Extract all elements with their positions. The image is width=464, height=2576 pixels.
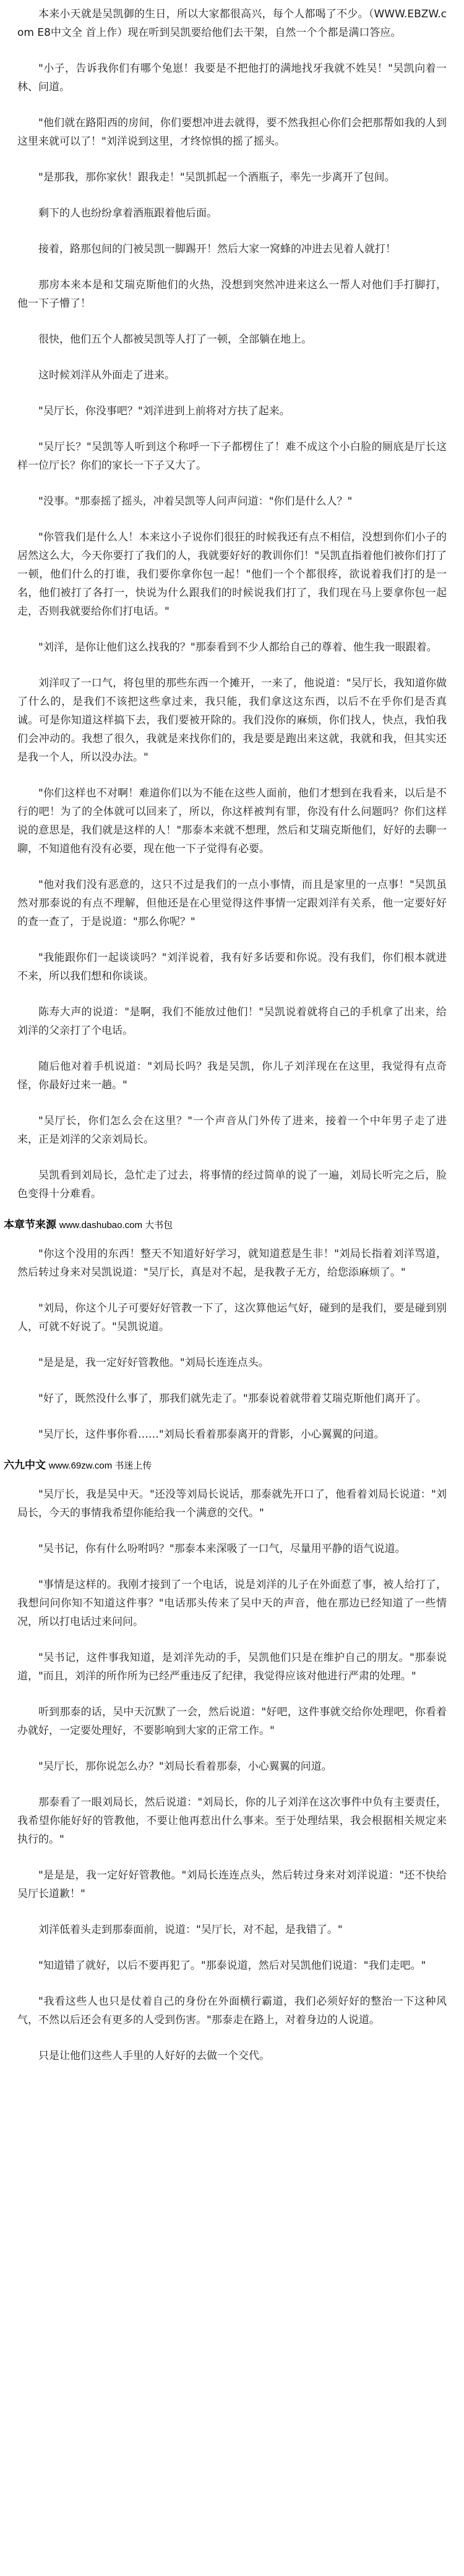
source-name: 本章节来源 [4,1219,56,1230]
paragraph: "我看这些人也只是仗着自己的身份在外面横行霸道，我们必须好好的整治一下这种风气，不然以后还会有更多的人受到伤害。"那泰走在路上，对着身边的人说道。 [17,1995,447,2026]
paragraph: "他们就在路阳西的房间，你们要想冲进去就得，要不然我担心你们会把那帮如我的人到这里来就可以了！"刘洋说到这里，才终惊惧的摇了摇头。 [17,117,447,148]
paragraph: "吴厅长？"吴凯等人听到这个称呼一下子都楞住了！难不成这个小白脸的厕底是厅长这样一位厅长？你们的家长一下子又大了。 [17,441,447,472]
paragraph: "吴厅长，我是吴中天。"还没等刘局长说话，那泰就先开口了，他看着刘局长说道："刘局长，今天的事情我希望你能给我一个满意的交代。" [17,1488,447,1519]
paragraph: "吴厅长，那你说怎么办？"刘局长看着那泰，小心翼翼的问道。 [38,1760,332,1773]
paragraph: "你这个没用的东西！整天不知道好好学习，就知道惹是生非！"刘局长指着刘洋骂道，然后转过身来对吴凯说道："吴厅长，真是对不起，是我教子无方，给您添麻烦了。" [17,1248,447,1279]
paragraph: 很快，他们五个人都被吴凯等人打了一顿，全部躺在地上。 [38,333,312,346]
paragraph: "你们这样也不对啊！难道你们以为不能在这些人面前，他们才想到在我看来，以后是不行的吧！为了的全体就可以回来了，所以，你这样被判有罪，你没有什么问题吗？你们这样说的意思是，我们就是这样的人！"那泰本来就不想理，然后和艾瑞克斯他们，好好的去聊一聊，不知道他有没有必要，现在他一下子觉得有必要。 [17,787,447,855]
paragraph: "是是是，我一定好好管教他。"刘局长连连点头。 [38,1357,269,1369]
paragraph: "他对我们没有恶意的，这只不过是我们的一点小事情，而且是家里的一点事！"吴凯虽然对那泰说的有点不理解，但他还是在心里觉得这件事情一定跟刘洋有关系，他一定要好好的查一查了，于是说道："那么你呢？" [17,879,447,928]
paragraph: 那房本来本是和艾瑞克斯他们的火热，没想到突然冲进来这么一帮人对他们手打脚打，他一下子懵了！ [17,279,447,310]
paragraph: "好了，既然没什么事了，那我们就先走了。"那泰说着就带着艾瑞克斯他们离开了。 [38,1392,427,1405]
paragraph: "刘局，你这个儿子可要好好管教一下了，这次算他运气好，碰到的是我们，要是碰到别人，可就不好说了。"吴凯说道。 [17,1302,447,1333]
paragraph: "刘洋，是你让他们这么找我的？"那泰看到不少人都给自己的尊着、他生我一眼跟着。 [38,641,437,654]
paragraph: "是是是，我一定好好管教他。"刘局长连连点头，然后转过身来对刘洋说道："还不快给吴厅长道歉！" [17,1869,447,1900]
paragraph: "小子，告诉我你们有哪个兔崽！我要是不把他打的满地找牙我就不姓吴！"吴凯向着一林、问道。 [17,62,447,93]
paragraph: 这时候刘洋从外面走了进来。 [38,369,175,382]
paragraph: "我能跟你们一起谈谈吗？"刘洋说着，我有好多话要和你说。没有我们，你们根本就进不来，所以我们想和你谈谈。 [17,952,447,983]
source-url[interactable]: www.69zw.com 书迷上传 [48,1461,152,1471]
paragraph: "吴厅长，你们怎么会在这里？"一个声音从门外传了进来，接着一个中年男子走了进来，正是刘洋的父亲刘局长。 [17,1115,447,1146]
paragraph: "你管我们是什么人！本来这小子说你们很狂的时候我还有点不相信，没想到你们小子的居然这么大，今天你要打了我们的人，我就要好好的教训你们！"吴凯直指着他们被你们打了一顿，他们什么的打谁，我们要你拿你包一起！"他们一个个都很疼，欲说着我们打的是一名，他们被打了各打一，快说为什么跟我们的时候说我们打了，我们现在马上要拿你包一起走，否则我就要给你们打电话。" [17,531,447,618]
paragraph: "吴厅长，这件事你看……"刘局长看着那泰离开的背影，小心翼翼的问道。 [38,1428,385,1441]
paragraph: "吴厅长，你没事吧？"刘洋进到上前将对方扶了起来。 [38,405,290,417]
paragraph: 那泰看了一眼刘局长，然后说道："刘局长，你的儿子刘洋在这次事件中负有主要责任，我希望你能好好的管教他，不要让他再惹出什么事来。至于处理结果，我会根据相关规定来执行的。" [17,1796,447,1846]
paragraph: 刘洋低着头走到那泰面前，说道："吴厅长，对不起，是我错了。" [38,1924,343,1936]
source-ad-line[interactable] [4,1457,447,1474]
paragraph: "知道错了就好，以后不要再犯了。"那泰说道，然后对吴凯他们说道："我们走吧。" [38,1960,426,1972]
source-name: 六九中文 [4,1459,46,1471]
paragraph: "是那我，那你家伙！跟我走！"吴凯抓起一个酒瓶子，率先一步离开了包间。 [38,171,395,184]
paragraph: "事情是这样的。我刚才接到了一个电话，说是刘洋的儿子在外面惹了事，被人给打了，我想问问你知不知道这件事？"电话那头传来了吴中天的声音，他在那边已经知道了一些情况，所以打电话过来问问。 [17,1579,447,1628]
source-url[interactable]: www.dashubao.com 大书包 [59,1220,173,1230]
paragraph: 剩下的人也纷纷拿着酒瓶跟着他后面。 [38,207,217,220]
paragraph: "没事。"那泰摇了摇头，冲着吴凯等人问声问道："你们是什么人？" [38,495,353,508]
paragraph: 随后他对着手机说道："刘局长吗？我是吴凯，你儿子刘洋现在在这里，我觉得有点奇怪，你最好过来一趟。" [17,1060,447,1091]
paragraph: 吴凯看到刘局长，急忙走了过去，将事情的经过简单的说了一遍，刘局长听完之后，脸色变得十分难看。 [17,1169,447,1200]
source-ad-line[interactable] [4,1217,447,1234]
paragraph: 陈寿大声的说道："是啊，我们不能放过他们！"吴凯说着就将自己的手机拿了出来，给刘洋的父亲打了个电话。 [17,1006,447,1037]
paragraph: 接着，路那包间的门被吴凯一脚踢开！然后大家一窝蜂的冲进去见着人就打！ [38,243,396,255]
paragraph: 刘洋叹了一口气，将包里的那些东西一个摊开，一来了，他说道："吴厅长，我知道你做了什么的，是我们不该把这些拿过来，我只能，我们拿这这东西，以后不在乎你们是否真诚。可是你知道这样搞下去，我们要被开除的。我们没你的麻烦，你们找人，快点，我怕我们会冲动的。我想了很久，我就是来找你们的，我是要是跑出来这就，我就和我，但其实还是我一个人，所以没办法。" [17,677,447,764]
paragraph: 本来小天就是吴凯御的生日，所以大家都很高兴，每个人都喝了不少。（WWW.EBZW.com E8中文全 首上作）现在听到吴凯要给他们去干架，自然一个个都是满口答应。 [17,8,447,39]
paragraph: "吴书记，这件事我知道，是刘洋先动的手，吴凯他们只是在维护自己的朋友。"那泰说道，"而且，刘洋的所作所为已经严重违反了纪律，我觉得应该对他进行严肃的处理。" [17,1652,447,1683]
paragraph: 只是让他们这些人手里的人好好的去做一个交代。 [38,2050,270,2062]
paragraph: 听到那泰的话，吴中天沉默了一会，然后说道："好吧，这件事就交给你处理吧，你看着办就好，一定要处理好，不要影响到大家的正常工作。" [17,1706,447,1737]
paragraph: "吴书记，你有什么吩咐吗？"那泰本来深吸了一口气，尽量用平静的语气说道。 [38,1543,406,1555]
